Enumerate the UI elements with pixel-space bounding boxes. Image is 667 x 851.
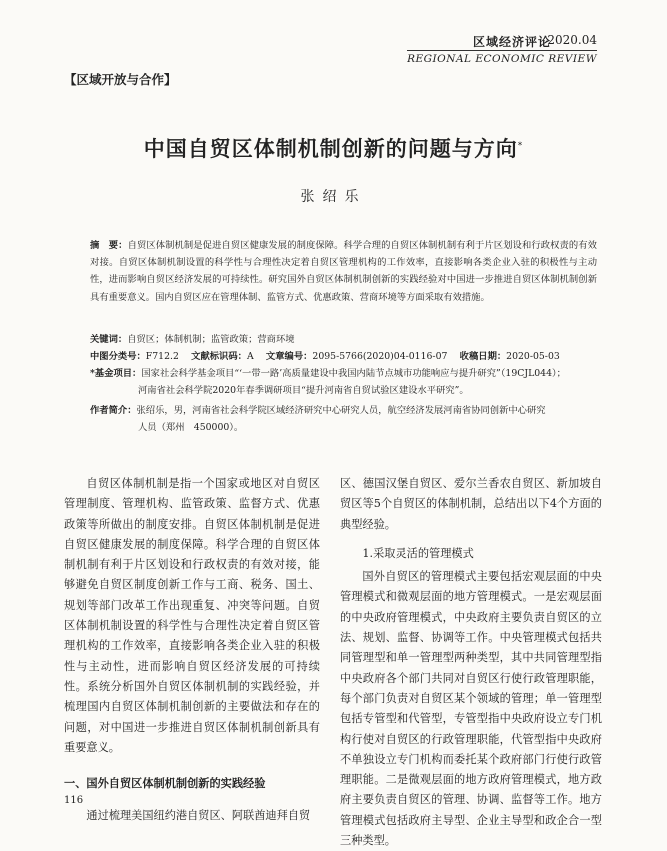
- bio-text-2: 人员（郑州 450000）。: [138, 422, 244, 433]
- author-bio: [90, 402, 597, 436]
- classification-line: [90, 348, 597, 365]
- bio-text-1: 张绍乐，男，河南省社会科学院区域经济研究中心研究人员，航空经济发展河南省协同创新中心研究: [136, 405, 546, 416]
- section1-paragraph: 通过梳理美国纽约港自贸区、阿联酋迪拜自贸: [86, 809, 311, 823]
- running-header-en: REGIONAL ECONOMIC REVIEW: [407, 53, 597, 65]
- abstract: [90, 237, 597, 306]
- doc-code-value: A: [246, 351, 254, 362]
- received-value: 2020-05-03: [506, 351, 560, 362]
- continued-paragraph: 区、德国汉堡自贸区、爱尔兰香农自贸区、新加坡自贸区等5个自贸区的体制机制，总结出以下4个方面的典型经验。: [340, 477, 602, 531]
- funding-label: *基金项目：: [90, 368, 142, 379]
- bio-line-1: [90, 402, 597, 419]
- keywords-label: 关键词：: [90, 334, 128, 345]
- management-paragraph: 国外自贸区的管理模式主要包括宏观层面的中央管理模式和微观层面的地方管理模式。一是宏观层面的中央政府管理模式，中央政府主要负责自贸区的立法、规划、监督、协调等工作。中央管理模式包括共同管理型和单一管理型两种类型，其中共同管理型指中央政府各个部门共同对自贸区行使行政管理职能，每个部门负责对自贸区某个领域的管理；单一管理型包括专管型和代管型，专管型指中央政府设立专门机构行使对自贸区的行政管理职能，代管型指中央政府不单独设立专门机构而委托某个政府部门行使行政管理职能。二是微观层面的地方政府管理模式，地方政府主要负责自贸区的管理、协调、监督等工作。地方管理模式包括政府主导型、企业主导型和政企合一型三种类型。: [340, 570, 602, 848]
- clc-value: F712.2: [145, 351, 179, 362]
- header-rule: [407, 50, 597, 51]
- funding-text-1: 国家社会科学基金项目“‘一带一路’高质量建设中我国内陆节点城市功能响应与提升研究”（19CJL044）；: [141, 368, 566, 379]
- abstract-label: 摘 要：: [90, 240, 128, 251]
- title-text: 中国自贸区体制机制创新的问题与方向: [143, 137, 518, 161]
- abstract-paragraph: [90, 237, 597, 306]
- section-heading-1: 一、国外自贸区体制机制创新的实践经验: [64, 777, 266, 791]
- funding-line-1: [90, 365, 597, 382]
- running-header-year: 2020.04: [547, 33, 597, 47]
- funding-line-2: [90, 382, 597, 399]
- intro-paragraph: 自贸区体制机制是指一个国家或地区对自贸区管理制度、管理机构、监管政策、监督方式、优惠政策等所做出的制度安排。自贸区体制机制是促进自贸区健康发展的制度保障。科学合理的自贸区体制机制有利于片区划设和行政权责的有效对接，能够避免自贸区制度创新工作与工商、税务、国土、规划等部门改革工作出现重复、冲突等问题。自贸区体制机制设置的科学性与合理性决定着自贸区管理机构的工作效率，直接影响各类企业入驻的积极性与主动性，进而影响自贸区经济发展的可持续性。系统分析国外自贸区体制机制的实践经验，并梳理国内自贸区体制机制创新的主要做法和存在的问题，对中国进一步推进自贸区体制机制创新具有重要意义。: [64, 477, 320, 754]
- funding-text-2: 河南省社会科学院2020年春季调研项目“提升河南省自贸试验区建设水平研究”。: [138, 385, 469, 396]
- running-header-cn: 区域经济评论: [472, 35, 551, 49]
- funding: [90, 365, 597, 399]
- title-footnote-mark: *: [517, 141, 524, 151]
- article-no-value: 2095-5766(2020)04-0116-07: [312, 351, 448, 362]
- keywords-text: 自贸区；体制机制；监管政策；营商环境: [127, 334, 295, 345]
- article-no-label: 文章编号：: [265, 351, 313, 362]
- doc-code-label: 文献标识码：: [191, 351, 247, 362]
- received-label: 收稿日期：: [459, 351, 507, 362]
- page-number: 116: [64, 795, 84, 806]
- abstract-text: 自贸区体制机制是促进自贸区健康发展的制度保障。科学合理的自贸区体制机制有利于片区划设和行政权责的有效对接。自贸区体制机制设置的科学性与合理性决定着自贸区管理机构的工作效率，直接影响各类企业入驻的积极性与主动性，进而影响自贸区经济发展的可持续性。研究国外自贸区体制机制创新的实践经验对中国进一步推进自贸区体制机制创新具有重要意义。国内自贸区应在管理体制、监管方式、优惠政策、营商环境等方面采取有效措施。: [90, 240, 597, 303]
- bio-label: 作者简介：: [90, 405, 137, 416]
- author-name: 张绍乐: [300, 189, 367, 205]
- keywords: [90, 331, 597, 348]
- article-title: [0, 133, 667, 163]
- bio-line-2: [90, 419, 597, 436]
- right-column: [340, 474, 602, 851]
- subsection-heading-1: 1.采取灵活的管理模式: [362, 546, 474, 560]
- clc-label: 中图分类号：: [90, 351, 146, 362]
- section-tag: 【区域开放与合作】: [64, 72, 177, 87]
- left-column: [64, 474, 320, 827]
